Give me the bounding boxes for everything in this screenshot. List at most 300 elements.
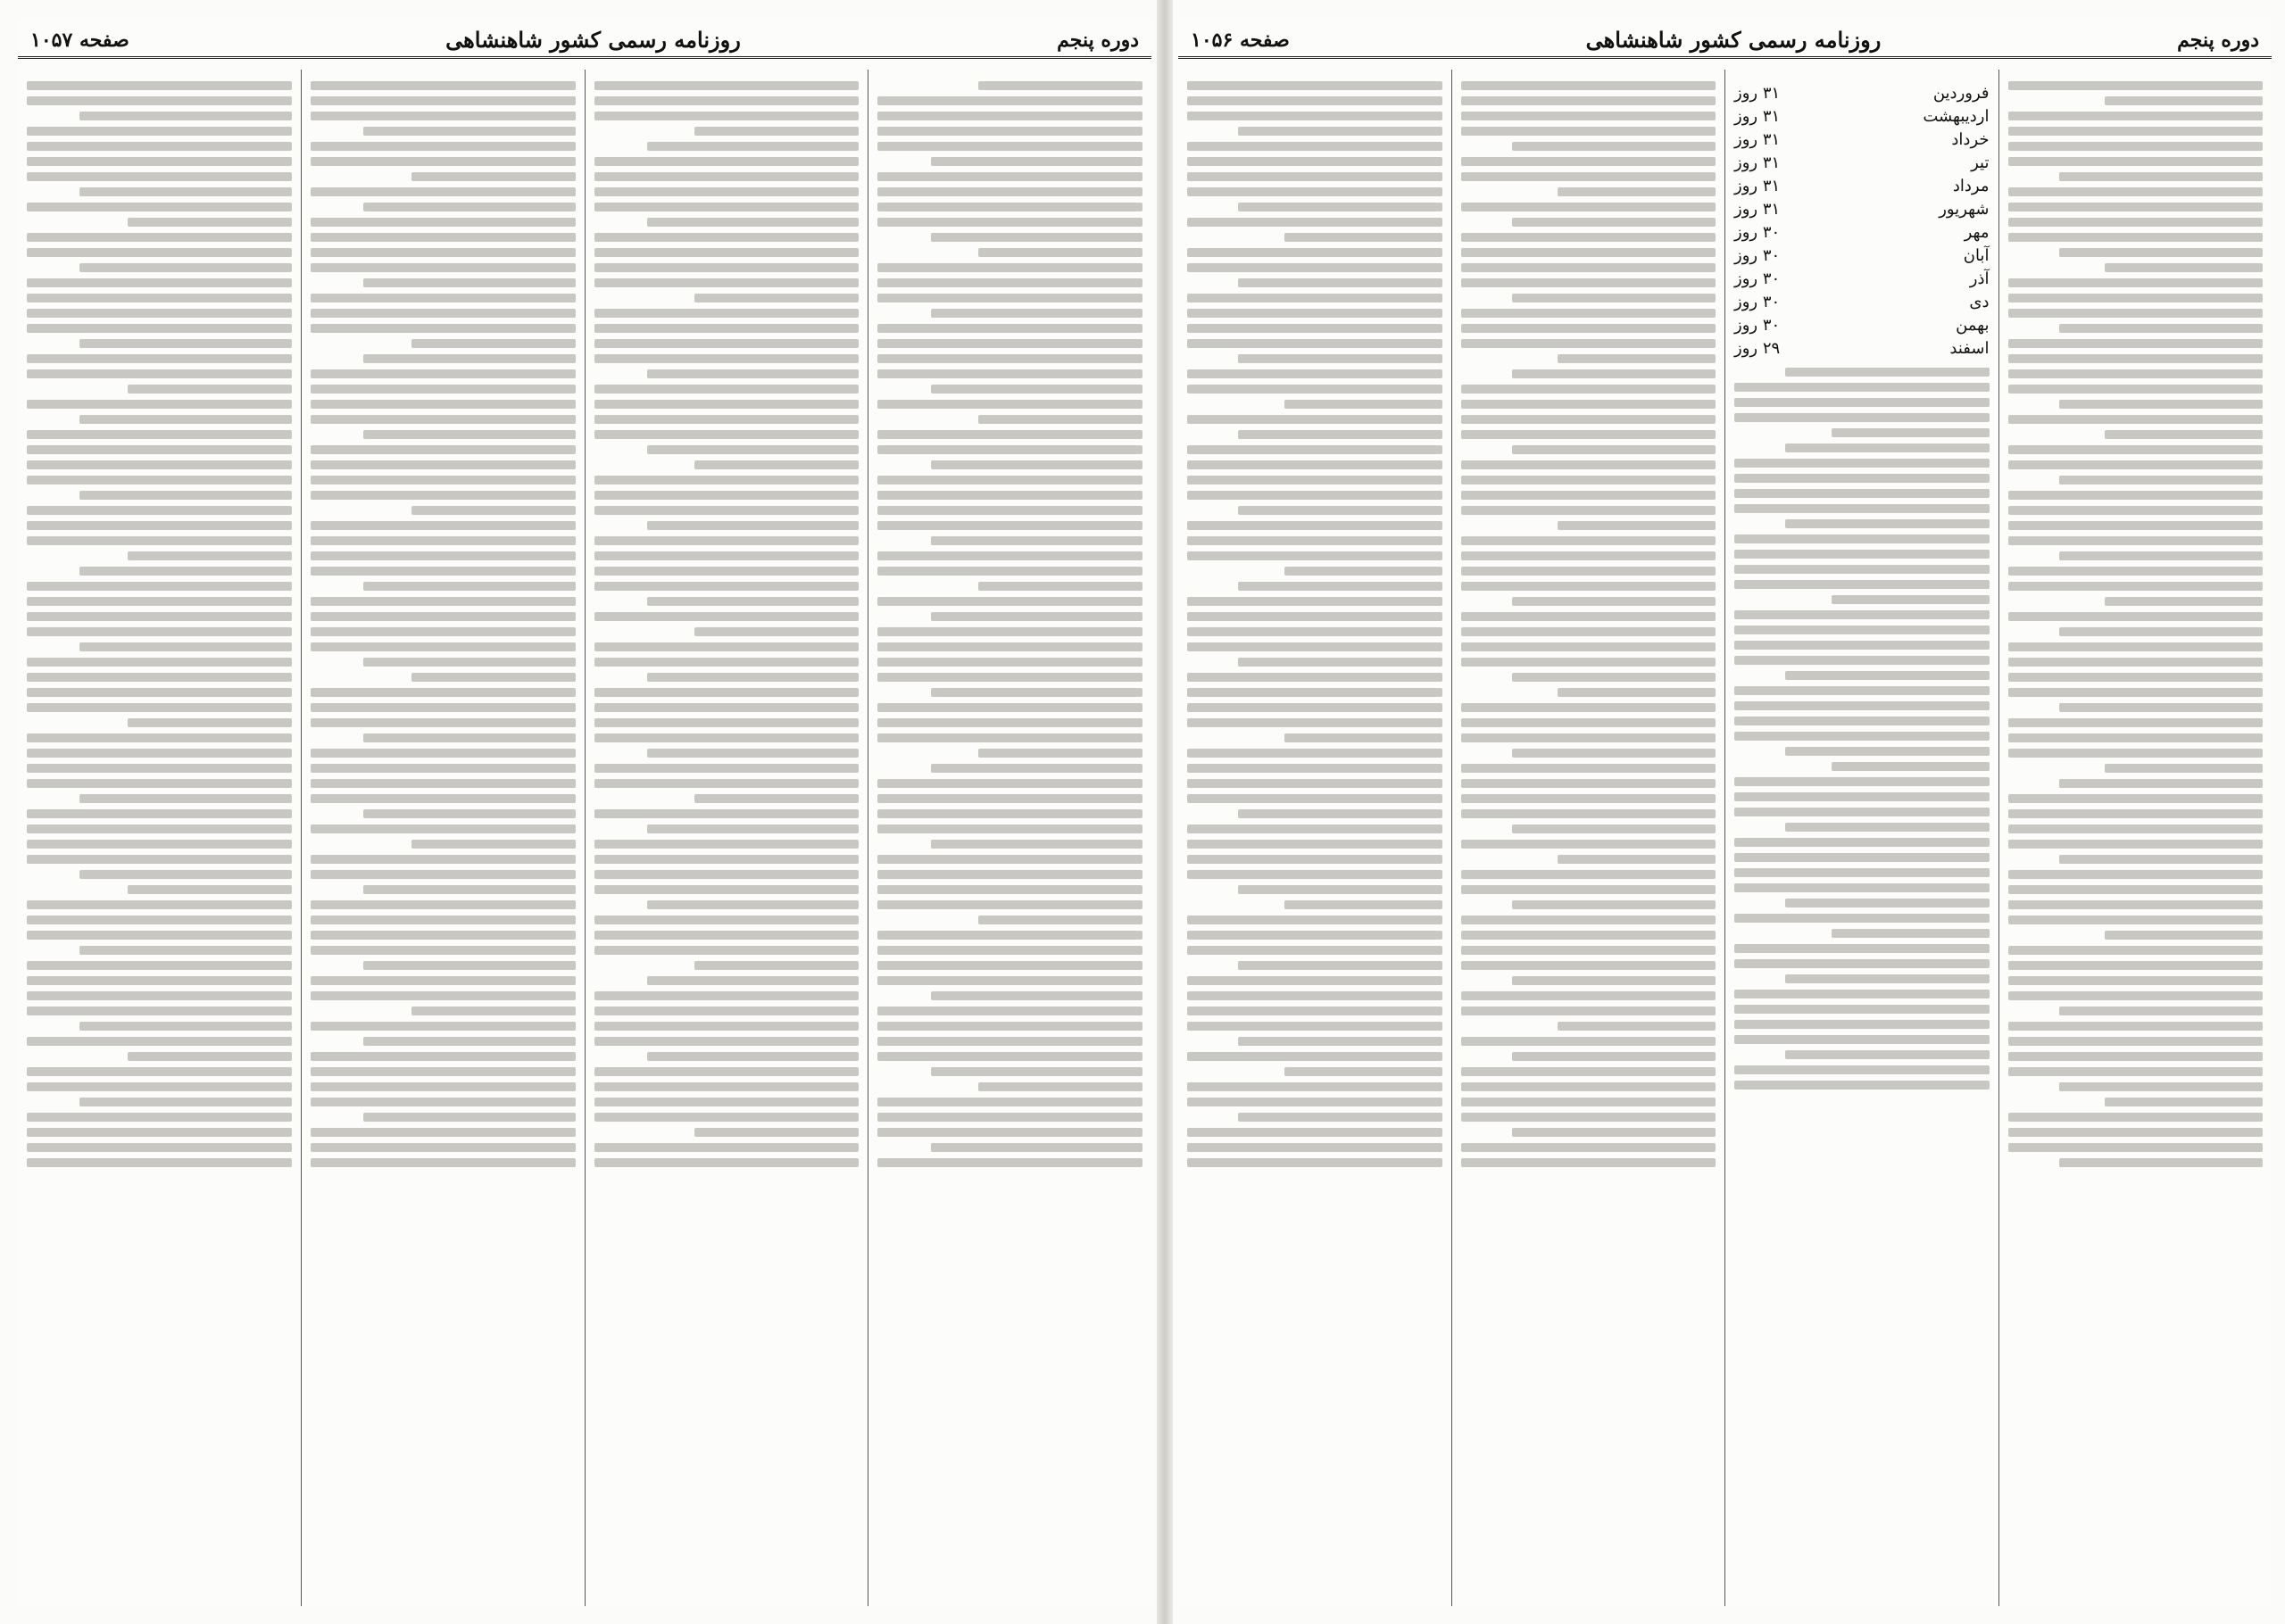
text-line-placeholder (1558, 688, 1716, 697)
text-line-placeholder (694, 961, 859, 970)
text-line-placeholder (1187, 142, 1442, 151)
text-line-placeholder (1512, 824, 1716, 833)
text-line-placeholder (1238, 809, 1442, 818)
text-line-placeholder (931, 840, 1142, 849)
text-line-placeholder (877, 187, 1142, 196)
text-line-placeholder (27, 900, 292, 909)
text-line-placeholder (2008, 127, 2264, 136)
text-line-placeholder (311, 263, 576, 272)
text-line-placeholder (363, 582, 575, 591)
text-line-placeholder (2105, 931, 2263, 940)
text-line-placeholder (2008, 961, 2264, 970)
text-line-placeholder (411, 339, 576, 348)
text-line-placeholder (2008, 840, 2264, 849)
text-line-placeholder (694, 294, 859, 302)
text-line-placeholder (877, 354, 1142, 363)
text-line-placeholder (647, 445, 859, 454)
text-line-placeholder (1461, 1037, 1716, 1046)
text-line-placeholder (594, 1082, 860, 1091)
text-line-placeholder (1461, 81, 1716, 90)
text-line-placeholder (1461, 415, 1716, 424)
text-line-placeholder (594, 764, 860, 773)
text-line-placeholder (594, 96, 860, 105)
text-line-placeholder (363, 961, 575, 970)
text-line-placeholder (2008, 521, 2264, 530)
text-line-placeholder (1461, 385, 1716, 394)
text-line-placeholder (1734, 383, 1990, 392)
text-line-placeholder (877, 506, 1142, 515)
text-line-placeholder (27, 369, 292, 378)
text-line-placeholder (877, 112, 1142, 120)
text-line-placeholder (594, 415, 860, 424)
text-line-placeholder (2008, 1128, 2264, 1137)
text-line-placeholder (594, 779, 860, 788)
text-line-placeholder (311, 1052, 576, 1061)
text-line-placeholder (27, 536, 292, 545)
text-line-placeholder (311, 445, 576, 454)
text-line-placeholder (1187, 81, 1442, 90)
text-line-placeholder (1461, 96, 1716, 105)
text-line-placeholder (877, 1098, 1142, 1106)
text-line-placeholder (2008, 870, 2264, 879)
text-line-placeholder (1461, 172, 1716, 181)
text-line-placeholder (79, 794, 291, 803)
text-line-placeholder (1461, 642, 1716, 651)
text-line-placeholder (27, 142, 292, 151)
text-line-placeholder (1187, 946, 1442, 955)
text-line-placeholder (1461, 870, 1716, 879)
text-line-placeholder (877, 142, 1142, 151)
text-line-placeholder (411, 673, 576, 682)
text-line-placeholder (311, 309, 576, 318)
right-col-1 (1998, 70, 2273, 1606)
text-line-placeholder (1284, 400, 1442, 409)
text-line-placeholder (594, 309, 860, 318)
text-line-placeholder (27, 460, 292, 469)
text-line-placeholder (1187, 248, 1442, 257)
text-line-placeholder (877, 1007, 1142, 1015)
text-line-placeholder (1734, 1035, 1990, 1044)
text-line-placeholder (311, 991, 576, 1000)
text-line-placeholder (978, 582, 1142, 591)
text-line-placeholder (411, 172, 576, 181)
text-line-placeholder (1734, 534, 1990, 543)
text-line-placeholder (2008, 354, 2264, 363)
text-line-placeholder (1238, 658, 1442, 667)
text-line-placeholder (1187, 764, 1442, 773)
text-line-placeholder (2059, 855, 2263, 864)
text-line-placeholder (1461, 127, 1716, 136)
text-line-placeholder (877, 369, 1142, 378)
text-line-placeholder (1187, 1098, 1442, 1106)
text-line-placeholder (594, 703, 860, 712)
text-line-placeholder (79, 187, 291, 196)
right-col-3 (1451, 70, 1725, 1606)
text-line-placeholder (311, 764, 576, 773)
month-days: ۳۰ روز (1734, 246, 1781, 265)
text-line-placeholder (2008, 1052, 2264, 1061)
text-line-placeholder (1785, 368, 1989, 377)
text-line-placeholder (27, 521, 292, 530)
text-line-placeholder (1461, 1082, 1716, 1091)
text-line-placeholder (128, 718, 292, 727)
text-line-placeholder (1734, 838, 1990, 847)
text-line-placeholder (27, 1128, 292, 1137)
text-line-placeholder (594, 1007, 860, 1015)
text-line-placeholder (311, 521, 576, 530)
text-line-placeholder (594, 885, 860, 894)
text-line-placeholder (594, 203, 860, 211)
right-page-session: دوره پنجم (2177, 28, 2259, 52)
text-line-placeholder (2008, 885, 2264, 894)
text-line-placeholder (311, 369, 576, 378)
text-line-placeholder (594, 855, 860, 864)
text-line-placeholder (311, 976, 576, 985)
text-line-placeholder (2008, 976, 2264, 985)
text-line-placeholder (27, 627, 292, 636)
text-line-placeholder (2059, 1007, 2263, 1015)
text-line-placeholder (2008, 582, 2264, 591)
text-line-placeholder (1461, 1098, 1716, 1106)
text-line-placeholder (27, 703, 292, 712)
text-line-placeholder (27, 476, 292, 485)
text-line-placeholder (27, 840, 292, 849)
text-line-placeholder (1461, 931, 1716, 940)
text-line-placeholder (1284, 233, 1442, 242)
text-line-placeholder (363, 885, 575, 894)
text-line-placeholder (594, 1037, 860, 1046)
text-line-placeholder (877, 673, 1142, 682)
text-line-placeholder (27, 612, 292, 621)
month-name: مرداد (1952, 177, 1990, 195)
text-line-placeholder (2008, 294, 2264, 302)
text-line-placeholder (363, 733, 575, 742)
text-line-placeholder (647, 142, 859, 151)
month-row (1734, 128, 1990, 152)
text-line-placeholder (1461, 460, 1716, 469)
text-line-placeholder (594, 718, 860, 727)
text-line-placeholder (1238, 506, 1442, 515)
text-line-placeholder (931, 1143, 1142, 1152)
month-name: آذر (1969, 269, 1990, 288)
text-line-placeholder (1187, 157, 1442, 166)
month-name: خرداد (1951, 130, 1990, 149)
text-line-placeholder (2105, 96, 2263, 105)
text-line-placeholder (877, 885, 1142, 894)
text-line-placeholder (1187, 673, 1442, 682)
text-line-placeholder (877, 324, 1142, 333)
text-line-placeholder (311, 627, 576, 636)
text-line-placeholder (311, 1098, 576, 1106)
text-line-placeholder (931, 536, 1142, 545)
text-line-placeholder (1187, 688, 1442, 697)
text-line-placeholder (1734, 883, 1990, 892)
text-line-placeholder (1187, 1143, 1442, 1152)
text-line-placeholder (27, 1158, 292, 1167)
text-line-placeholder (594, 658, 860, 667)
text-line-placeholder (1461, 491, 1716, 500)
text-line-placeholder (877, 794, 1142, 803)
right-col-4 (1178, 70, 1451, 1606)
text-line-placeholder (2008, 339, 2264, 348)
text-line-placeholder (2008, 916, 2264, 924)
text-line-placeholder (2008, 718, 2264, 727)
text-line-placeholder (128, 1052, 292, 1061)
text-line-placeholder (1558, 521, 1716, 530)
text-line-placeholder (27, 127, 292, 136)
text-line-placeholder (27, 324, 292, 333)
text-line-placeholder (1187, 1158, 1442, 1167)
text-line-placeholder (1734, 1065, 1990, 1074)
text-line-placeholder (1187, 824, 1442, 833)
text-line-placeholder (1461, 278, 1716, 287)
text-line-placeholder (1461, 112, 1716, 120)
text-line-placeholder (1461, 567, 1716, 576)
text-line-placeholder (79, 112, 291, 120)
text-line-placeholder (877, 491, 1142, 500)
text-line-placeholder (1512, 369, 1716, 378)
text-line-placeholder (1734, 686, 1990, 695)
text-line-placeholder (2008, 612, 2264, 621)
left-page-title: روزنامه رسمی کشور شاهنشاهی (445, 27, 741, 53)
text-line-placeholder (647, 1052, 859, 1061)
text-line-placeholder (2008, 415, 2264, 424)
text-line-placeholder (1461, 658, 1716, 667)
text-line-placeholder (1461, 840, 1716, 849)
text-line-placeholder (1461, 764, 1716, 773)
text-line-placeholder (877, 976, 1142, 985)
text-line-placeholder (1734, 944, 1990, 953)
text-line-placeholder (27, 764, 292, 773)
text-line-placeholder (1734, 550, 1990, 559)
text-line-placeholder (311, 142, 576, 151)
text-line-placeholder (877, 642, 1142, 651)
text-line-placeholder (647, 824, 859, 833)
text-line-placeholder (1461, 703, 1716, 712)
text-line-placeholder (27, 733, 292, 742)
text-line-placeholder (647, 673, 859, 682)
text-line-placeholder (311, 597, 576, 606)
month-row (1734, 291, 1990, 314)
text-line-placeholder (311, 900, 576, 909)
text-line-placeholder (2059, 1158, 2263, 1167)
text-line-placeholder (1461, 400, 1716, 409)
text-line-placeholder (2059, 1082, 2263, 1091)
left-page-header (18, 23, 1151, 59)
text-line-placeholder (1187, 627, 1442, 636)
text-line-placeholder (1461, 551, 1716, 560)
month-row (1734, 268, 1990, 291)
text-line-placeholder (1461, 582, 1716, 591)
text-line-placeholder (1238, 582, 1442, 591)
text-line-placeholder (1734, 808, 1990, 816)
text-line-placeholder (1187, 642, 1442, 651)
text-line-placeholder (877, 203, 1142, 211)
text-line-placeholder (2008, 658, 2264, 667)
month-days: ۳۱ روز (1734, 153, 1781, 172)
text-line-placeholder (2008, 491, 2264, 500)
text-line-placeholder (1187, 294, 1442, 302)
text-line-placeholder (877, 127, 1142, 136)
text-line-placeholder (931, 309, 1142, 318)
text-line-placeholder (1734, 701, 1990, 710)
text-line-placeholder (1734, 413, 1990, 422)
text-line-placeholder (1461, 1143, 1716, 1152)
text-line-placeholder (27, 1082, 292, 1091)
text-line-placeholder (1461, 233, 1716, 242)
text-line-placeholder (311, 551, 576, 560)
text-line-placeholder (2008, 506, 2264, 515)
month-days: ۳۰ روز (1734, 223, 1781, 242)
text-line-placeholder (1558, 354, 1716, 363)
text-line-placeholder (1187, 172, 1442, 181)
text-line-placeholder (1284, 733, 1442, 742)
text-line-placeholder (1734, 1081, 1990, 1090)
text-line-placeholder (363, 1113, 575, 1122)
text-line-placeholder (1284, 900, 1442, 909)
text-line-placeholder (1284, 567, 1442, 576)
text-line-placeholder (1558, 1022, 1716, 1031)
right-page-header (1178, 23, 2272, 59)
right-page-number: صفحه ۱۰۵۶ (1191, 28, 1290, 52)
text-line-placeholder (594, 809, 860, 818)
text-line-placeholder (1461, 1113, 1716, 1122)
text-line-placeholder (877, 521, 1142, 530)
text-line-placeholder (27, 749, 292, 758)
text-line-placeholder (1187, 339, 1442, 348)
text-line-placeholder (1785, 899, 1989, 907)
text-line-placeholder (877, 1037, 1142, 1046)
text-line-placeholder (1785, 823, 1989, 832)
text-line-placeholder (1734, 626, 1990, 634)
text-line-placeholder (694, 627, 859, 636)
text-line-placeholder (1832, 428, 1990, 437)
text-line-placeholder (1512, 1128, 1716, 1137)
text-line-placeholder (877, 172, 1142, 181)
text-line-placeholder (594, 506, 860, 515)
text-line-placeholder (128, 218, 292, 227)
text-line-placeholder (311, 688, 576, 697)
text-line-placeholder (594, 1113, 860, 1122)
text-line-placeholder (2008, 991, 2264, 1000)
text-line-placeholder (79, 946, 291, 955)
text-line-placeholder (27, 582, 292, 591)
text-line-placeholder (27, 430, 292, 439)
text-line-placeholder (27, 597, 292, 606)
text-line-placeholder (411, 840, 576, 849)
month-name: بهمن (1956, 316, 1990, 335)
month-row (1734, 175, 1990, 198)
text-line-placeholder (1785, 1050, 1989, 1059)
text-line-placeholder (1461, 1067, 1716, 1076)
text-line-placeholder (2059, 400, 2263, 409)
text-line-placeholder (2008, 142, 2264, 151)
text-line-placeholder (2008, 567, 2264, 576)
text-line-placeholder (877, 627, 1142, 636)
left-col-4 (18, 70, 301, 1606)
text-line-placeholder (2008, 233, 2264, 242)
text-line-placeholder (1187, 718, 1442, 727)
text-line-placeholder (311, 324, 576, 333)
text-line-placeholder (1512, 445, 1716, 454)
month-row (1734, 244, 1990, 268)
text-line-placeholder (877, 870, 1142, 879)
text-line-placeholder (1512, 294, 1716, 302)
text-line-placeholder (2059, 779, 2263, 788)
month-days: ۳۱ روز (1734, 177, 1781, 195)
text-line-placeholder (877, 779, 1142, 788)
text-line-placeholder (27, 445, 292, 454)
month-name: دی (1969, 293, 1990, 311)
text-line-placeholder (877, 1052, 1142, 1061)
text-line-placeholder (1187, 369, 1442, 378)
month-name: اسفند (1949, 339, 1990, 358)
month-name: اردیبهشت (1923, 107, 1990, 126)
text-line-placeholder (79, 870, 291, 879)
text-line-placeholder (1785, 747, 1989, 756)
text-line-placeholder (1187, 521, 1442, 530)
text-line-placeholder (877, 931, 1142, 940)
text-line-placeholder (27, 233, 292, 242)
text-line-placeholder (1238, 278, 1442, 287)
text-line-placeholder (1461, 733, 1716, 742)
month-days: ۳۰ روز (1734, 293, 1781, 311)
text-line-placeholder (27, 248, 292, 257)
text-line-placeholder (27, 688, 292, 697)
text-line-placeholder (1187, 324, 1442, 333)
month-name: مهر (1964, 223, 1990, 242)
text-line-placeholder (2008, 749, 2264, 758)
text-line-placeholder (1187, 1128, 1442, 1137)
text-line-placeholder (1461, 794, 1716, 803)
text-line-placeholder (311, 779, 576, 788)
text-line-placeholder (1785, 443, 1989, 452)
text-line-placeholder (877, 445, 1142, 454)
left-col-2 (585, 70, 868, 1606)
text-line-placeholder (1187, 840, 1442, 849)
text-line-placeholder (1187, 931, 1442, 940)
text-line-placeholder (1832, 595, 1990, 604)
text-line-placeholder (594, 991, 860, 1000)
text-line-placeholder (1785, 974, 1989, 983)
text-line-placeholder (1284, 1067, 1442, 1076)
text-line-placeholder (27, 309, 292, 318)
text-line-placeholder (877, 551, 1142, 560)
text-line-placeholder (1734, 717, 1990, 725)
text-line-placeholder (1238, 354, 1442, 363)
text-line-placeholder (647, 900, 859, 909)
text-line-placeholder (1461, 536, 1716, 545)
text-line-placeholder (1238, 203, 1442, 211)
text-line-placeholder (594, 642, 860, 651)
text-line-placeholder (931, 1067, 1142, 1076)
text-line-placeholder (647, 597, 859, 606)
month-days: ۳۱ روز (1734, 130, 1781, 149)
text-line-placeholder (1461, 612, 1716, 621)
text-line-placeholder (1734, 777, 1990, 786)
text-line-placeholder (1461, 248, 1716, 257)
text-line-placeholder (1238, 127, 1442, 136)
text-line-placeholder (363, 278, 575, 287)
right-page (1178, 18, 2272, 1606)
month-days: ۲۹ روز (1734, 339, 1781, 358)
text-line-placeholder (311, 749, 576, 758)
text-line-placeholder (1187, 1082, 1442, 1091)
left-page-number: صفحه ۱۰۵۷ (30, 28, 129, 52)
text-line-placeholder (2059, 627, 2263, 636)
text-line-placeholder (311, 294, 576, 302)
text-line-placeholder (311, 81, 576, 90)
